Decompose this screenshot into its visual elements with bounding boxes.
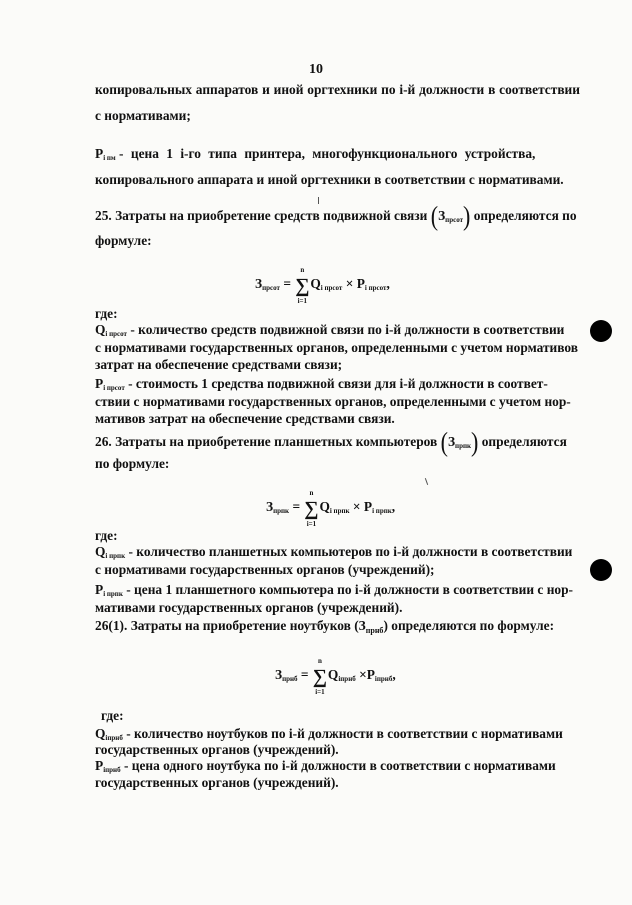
section-text: определяются по bbox=[473, 208, 577, 223]
variable-symbol: З bbox=[447, 434, 456, 449]
variable-subscript: прнб bbox=[365, 626, 384, 635]
sum-icon: ∑ n i=1 bbox=[295, 266, 310, 305]
definition-line bbox=[95, 582, 580, 602]
sum-lower-limit: i=1 bbox=[297, 297, 308, 305]
variable-symbol: P bbox=[95, 146, 104, 161]
formula-lhs: З bbox=[266, 499, 274, 514]
definition-line: копировального аппарата и иной оргтехники в соответствии с нормативами. bbox=[95, 172, 564, 187]
formula-times: × bbox=[359, 667, 367, 682]
formula-subscript: iпрнб bbox=[338, 675, 356, 683]
formula-subscript: i прсот bbox=[320, 284, 343, 292]
section-line: формуле: bbox=[95, 233, 152, 248]
formula-q: Q bbox=[319, 499, 330, 514]
section-text: 26(1). Затраты на приобретение ноутбуков (З bbox=[95, 618, 366, 633]
section-line: по формуле: bbox=[95, 456, 170, 471]
section-text: 25. Затраты на приобретение средств подвижной связи bbox=[95, 208, 428, 223]
definition-line: мативами государственных органов (учреждений). bbox=[95, 600, 403, 615]
hole-punch-mark bbox=[590, 559, 612, 581]
sum-upper-limit: n bbox=[300, 266, 305, 274]
variable-subscript: i прсот bbox=[105, 330, 127, 338]
hole-punch-mark bbox=[590, 320, 612, 342]
variable-subscript: прпк bbox=[455, 442, 472, 450]
variable-symbol: Q bbox=[95, 726, 106, 741]
formula-times: × bbox=[345, 276, 354, 291]
where-label: где: bbox=[95, 306, 118, 321]
definition-line: ствии с нормативами государственных органов, определенными с учетом нор- bbox=[95, 394, 571, 409]
formula-comma: , bbox=[391, 499, 396, 514]
formula-p: P bbox=[363, 499, 373, 514]
formula-equals: = bbox=[300, 667, 309, 682]
paren-open: ( bbox=[440, 425, 448, 457]
section-text: 26. Затраты на приобретение планшетных компьютеров bbox=[95, 434, 438, 449]
section-heading-line bbox=[95, 425, 580, 457]
section-text: ) определяются по формуле: bbox=[383, 618, 555, 633]
variable-subscript: i прсот bbox=[103, 384, 125, 392]
formula-q: Q bbox=[327, 667, 339, 682]
formula-subscript: прпк bbox=[273, 507, 290, 515]
variable-subscript: i прпк bbox=[103, 590, 123, 598]
definition-text: - количество планшетных компьютеров по i-й должности в соответствии bbox=[128, 544, 573, 559]
definition-line: государственных органов (учреждений). bbox=[95, 775, 339, 790]
scan-artifact bbox=[425, 478, 428, 485]
sum-upper-limit: n bbox=[317, 657, 322, 665]
definition-line: мативов затрат на обеспечение средствами связи. bbox=[95, 411, 395, 426]
definition-line bbox=[95, 322, 580, 342]
definition-text: - цена 1 i-го типа принтера, многофункционального устройства, bbox=[119, 146, 536, 161]
formula-equals: = bbox=[283, 276, 291, 291]
definition-text: - цена 1 планшетного компьютера по i-й должности в соответствии с нор- bbox=[126, 582, 574, 597]
where-label: где: bbox=[95, 528, 118, 543]
formula-comma: , bbox=[392, 667, 396, 682]
sum-icon: ∑ n i=1 bbox=[312, 657, 328, 696]
variable-symbol: З bbox=[438, 208, 446, 223]
where-label: где: bbox=[101, 708, 124, 723]
section-heading-line bbox=[95, 618, 580, 639]
formula-subscript: i прпк bbox=[329, 507, 350, 515]
formula-p: P bbox=[356, 276, 365, 291]
paren-close: ) bbox=[463, 199, 471, 231]
sum-upper-limit: n bbox=[309, 489, 314, 497]
definition-line bbox=[95, 544, 580, 564]
paren-open: ( bbox=[430, 199, 439, 231]
section-heading-line bbox=[95, 199, 580, 231]
paragraph-line: с нормативами; bbox=[95, 108, 191, 123]
definition-line: с нормативами государственных органов (учреждений); bbox=[95, 562, 435, 577]
formula-25 bbox=[255, 266, 390, 305]
formula-lhs: З bbox=[275, 667, 283, 682]
paren-close: ) bbox=[471, 425, 479, 457]
formula-subscript: прсот bbox=[262, 284, 280, 292]
variable-symbol: P bbox=[95, 582, 104, 597]
variable-subscript: i прпк bbox=[105, 552, 126, 560]
variable-symbol: P bbox=[95, 758, 104, 773]
variable-subscript: прсот bbox=[445, 216, 464, 224]
formula-lhs: З bbox=[255, 276, 263, 291]
formula-equals: = bbox=[292, 499, 301, 514]
definition-line bbox=[95, 146, 580, 166]
definition-text: - стоимость 1 средства подвижной связи для i-й должности в соответ- bbox=[128, 376, 548, 391]
definition-line bbox=[95, 376, 580, 396]
paragraph-line: копировальных аппаратов и иной оргтехники по i-й должности в соответствии bbox=[95, 82, 580, 97]
formula-26-1 bbox=[275, 657, 396, 696]
formula-times: × bbox=[352, 499, 361, 514]
definition-line: государственных органов (учреждений). bbox=[95, 742, 339, 757]
formula-subscript: i прпк bbox=[372, 507, 392, 515]
section-text: определяются bbox=[481, 434, 567, 449]
variable-symbol: Q bbox=[95, 322, 106, 337]
formula-subscript: i прсот bbox=[364, 284, 387, 292]
sum-icon: ∑ n i=1 bbox=[304, 489, 319, 528]
variable-symbol: P bbox=[95, 376, 104, 391]
scan-artifact bbox=[318, 197, 319, 204]
definition-text: - количество средств подвижной связи по i-й должности в соответствии bbox=[130, 322, 565, 337]
variable-symbol: Q bbox=[95, 544, 106, 559]
definition-line: с нормативами государственных органов, определенными с учетом нормативов bbox=[95, 340, 578, 355]
formula-subscript: прнб bbox=[282, 675, 298, 683]
variable-subscript: iпрнб bbox=[103, 766, 121, 774]
definition-line: затрат на обеспечение средствами связи; bbox=[95, 357, 343, 372]
variable-subscript: iпрнб bbox=[105, 734, 123, 742]
page-number: 10 bbox=[309, 62, 323, 77]
variable-subscript: i пм bbox=[103, 154, 116, 162]
sum-lower-limit: i=1 bbox=[315, 688, 325, 696]
formula-subscript: iпрнб bbox=[374, 675, 393, 683]
formula-q: Q bbox=[310, 276, 321, 291]
formula-comma: , bbox=[386, 276, 390, 291]
formula-26 bbox=[266, 489, 396, 528]
formula-p: P bbox=[366, 667, 375, 682]
sum-lower-limit: i=1 bbox=[306, 520, 317, 528]
definition-text: - количество ноутбуков по i-й должности в соответствии с нормативами bbox=[126, 726, 563, 741]
definition-text: - цена одного ноутбука по i-й должности в соответствии с нормативами bbox=[123, 758, 556, 773]
